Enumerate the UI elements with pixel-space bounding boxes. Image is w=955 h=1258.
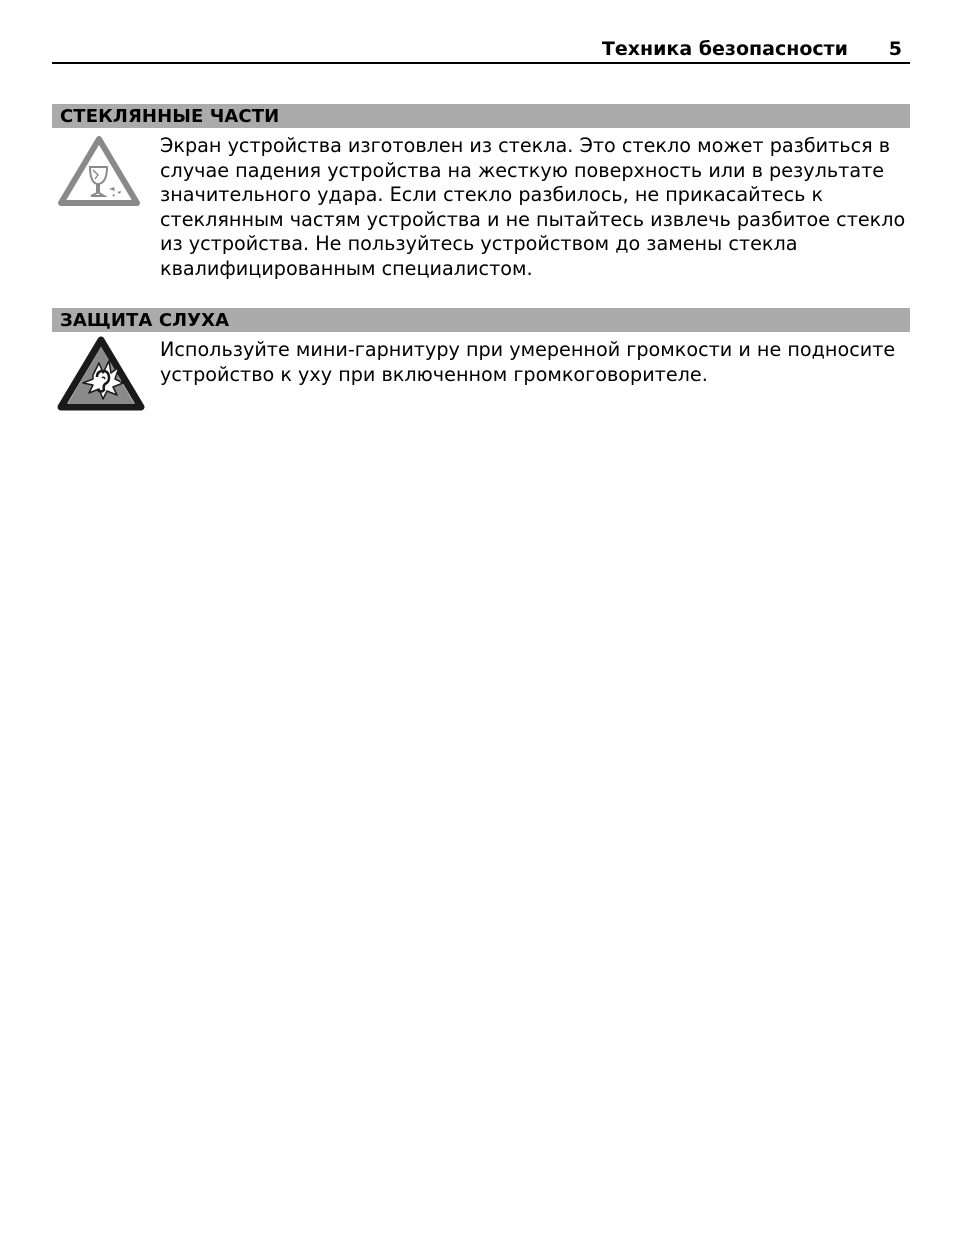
page-number: 5 [888, 38, 902, 60]
section-title: ЗАЩИТА СЛУХА [60, 310, 230, 331]
section-title: СТЕКЛЯННЫЕ ЧАСТИ [60, 106, 280, 127]
hearing-warning-text: Используйте мини-гарнитуру при умеренной громкости и не подносите устройство к уху при включенном громкоговорителе. [160, 338, 896, 386]
running-header-title: Техника безопасности [601, 38, 848, 60]
section-heading-hearing [52, 308, 910, 332]
section-heading-glass [52, 104, 910, 128]
glass-warning-text: Экран устройства изготовлен из стекла. Это стекло может разбиться в случае падения устройства на жесткую поверхность или в результате значительного удара. Если стекло разбилось, не прикасайтесь к стеклянным частям устройства и не пытайтесь извлечь разбитое стекло из устройства. Не пользуйтесь устройством до замены стекла квалифицированным специалистом. [160, 134, 906, 280]
page-header [52, 34, 910, 64]
broken-glass-warning-icon [57, 134, 141, 208]
hearing-warning-icon [57, 335, 145, 413]
